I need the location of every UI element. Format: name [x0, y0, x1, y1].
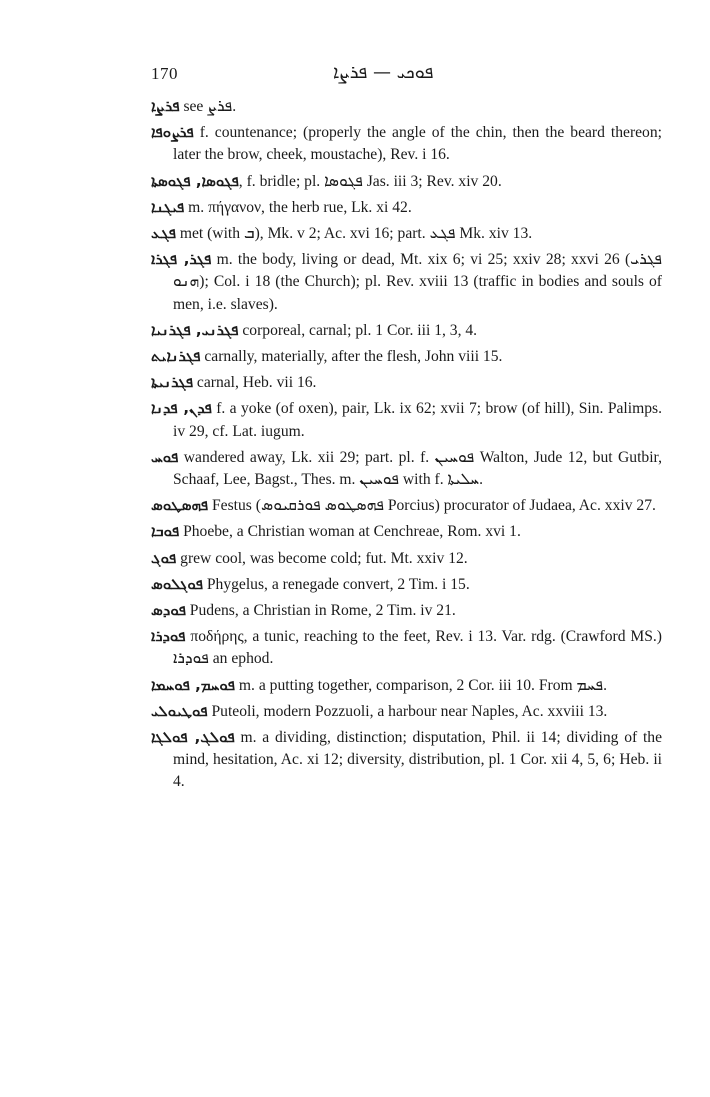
- entry-headword: ܦܘܕܪܐ: [151, 627, 186, 646]
- entry-definition: grew cool, was become cold; fut. Mt. xxiv 12.: [180, 549, 468, 567]
- dictionary-entry: [151, 726, 662, 794]
- entry-definition: f. a yoke (of oxen), pair, Lk. ix 62; xvii 7; brow (of hill), Sin. Palimps. iv 29, cf. Lat. iugum.: [173, 400, 662, 440]
- page-header: [151, 62, 661, 88]
- entry-headword: ܦܓܪ, ܦܓܪܐ: [151, 250, 212, 269]
- dictionary-entry: [151, 121, 662, 166]
- dictionary-entries: [151, 95, 662, 794]
- dictionary-entry: [151, 494, 662, 517]
- entry-definition: Pudens, a Christian in Rome, 2 Tim. iv 21.: [189, 602, 456, 620]
- entry-definition: Puteoli, modern Pozzuoli, a harbour near Naples, Ac. xxviii 13.: [211, 702, 608, 720]
- entry-headword: ܦܓܪܢܝ, ܦܓܪܢܝܐ: [151, 320, 239, 339]
- entry-definition: f. countenance; (properly the angle of the chin, then the beard thereon; later the brow, cheek, moustache), Rev. i 16.: [173, 124, 662, 164]
- entry-definition: , f. bridle; pl. ܦܓܘܣܐ Jas. iii 3; Rev. xiv 20.: [238, 172, 502, 190]
- entry-definition: ποδήρης, a tunic, reaching to the feet, Rev. i 13. Var. rdg. (Crawford MS.) ܦܘܕܪܐ an ephod.: [173, 628, 662, 668]
- entry-headword: ܦܘܠܓ, ܦܘܠܓܐ: [151, 728, 235, 747]
- entry-definition: Phygelus, a renegade convert, 2 Tim. i 15.: [206, 575, 470, 593]
- entry-headword: ܦܓܘܣܐ, ܦܓܘܣܬܐ: [151, 171, 239, 190]
- dictionary-entry: [151, 170, 662, 193]
- dictionary-entry: [151, 222, 662, 245]
- entry-headword: ܦܘܚ: [151, 447, 179, 466]
- entry-headword: ܦܪܨܐ: [151, 97, 180, 115]
- entry-definition: m. a dividing, distinction; disputation, Phil. ii 14; dividing of the mind, hesitation, Ac. xi 12; diversity, distribution, pl. 1 Cor. xii 4, 5, 6; Heb. ii 4.: [173, 729, 662, 791]
- entry-definition: carnal, Heb. vii 16.: [196, 374, 317, 392]
- entry-headword: ܦܘܓ: [151, 548, 177, 567]
- entry-headword: ܦܓܪܢܝܬܐ: [151, 373, 194, 392]
- entry-headword: ܦܘܚܡ, ܦܘܚܡܐ: [151, 675, 235, 694]
- entry-headword: ܦܝܓܢܐ: [151, 197, 185, 216]
- entry-definition: wandered away, Lk. xii 29; part. pl. f. ܦܘܚܝܢ Walton, Jude 12, but Gutbir, Schaaf, Lee, Bagst., Thes. m. ܦܘܚܝܢ with f. ܚܠܝܬܐ.: [173, 448, 663, 489]
- dictionary-entry: [151, 520, 662, 543]
- entry-definition: carnally, materially, after the flesh, John viii 15.: [204, 348, 503, 366]
- dictionary-entry: [151, 371, 662, 394]
- dictionary-entry: [151, 196, 662, 219]
- entry-definition: Festus (ܦܗܣܛܘܣ ܦܘܪܩܝܘܣ Porcius) procurator of Judaea, Ac. xxiv 27.: [212, 497, 656, 515]
- entry-headword: ܦܘܛܝܘܠܝ: [151, 701, 208, 720]
- dictionary-entry: [151, 345, 662, 368]
- entry-headword: ܦܕܢ, ܦܕܢܐ: [151, 399, 212, 418]
- page-number: 170: [151, 64, 178, 83]
- running-head: ܦܘܟܝ — ܦܪܨܐ: [333, 62, 434, 83]
- entry-headword: ܦܪܨܘܦܐ: [151, 123, 194, 142]
- dictionary-entry: [151, 446, 662, 491]
- dictionary-entry: [151, 547, 662, 570]
- dictionary-entry: [151, 573, 662, 596]
- dictionary-entry: [151, 700, 662, 723]
- entry-headword: ܦܗܣܛܘܣ: [151, 496, 209, 515]
- entry-headword: ܦܓܪܢܐܝܬ: [151, 347, 201, 366]
- entry-definition: Phoebe, a Christian woman at Cenchreae, Rom. xvi 1.: [183, 523, 521, 541]
- entry-definition: corporeal, carnal; pl. 1 Cor. iii 1, 3, 4.: [242, 321, 478, 339]
- entry-headword: ܦܘܓܠܘܣ: [151, 574, 203, 593]
- entry-definition: m. a putting together, comparison, 2 Cor. iii 10. From ܦܚܡ.: [238, 676, 608, 694]
- entry-definition: m. the body, living or dead, Mt. xix 6; vi 25; xxiv 28; xxvi 26 (ܦܓܪܝ ܗܢܘ); Col. i 18 (the Church); pl. Rev. xviii 13 (traffic in bodies and souls of men, i.e. slaves).: [173, 251, 662, 313]
- dictionary-entry: [151, 319, 662, 342]
- entry-headword: ܦܓܥ: [151, 224, 176, 243]
- entry-headword: ܦܘܕܣ: [151, 601, 186, 620]
- dictionary-entry: [151, 625, 662, 670]
- entry-definition: m. πήγανον, the herb rue, Lk. xi 42.: [188, 198, 412, 216]
- entry-definition: see ܦܪܨ.: [183, 98, 237, 115]
- entry-definition: met (with ܒ), Mk. v 2; Ac. xvi 16; part. ܦܓܥ Mk. xiv 13.: [179, 225, 533, 243]
- dictionary-entry: [151, 397, 662, 442]
- entry-headword: ܦܘܒܐ: [151, 522, 180, 541]
- dictionary-entry: [151, 674, 662, 697]
- dictionary-entry: [151, 599, 662, 622]
- dictionary-entry: [151, 248, 662, 316]
- dictionary-entry: [151, 95, 662, 118]
